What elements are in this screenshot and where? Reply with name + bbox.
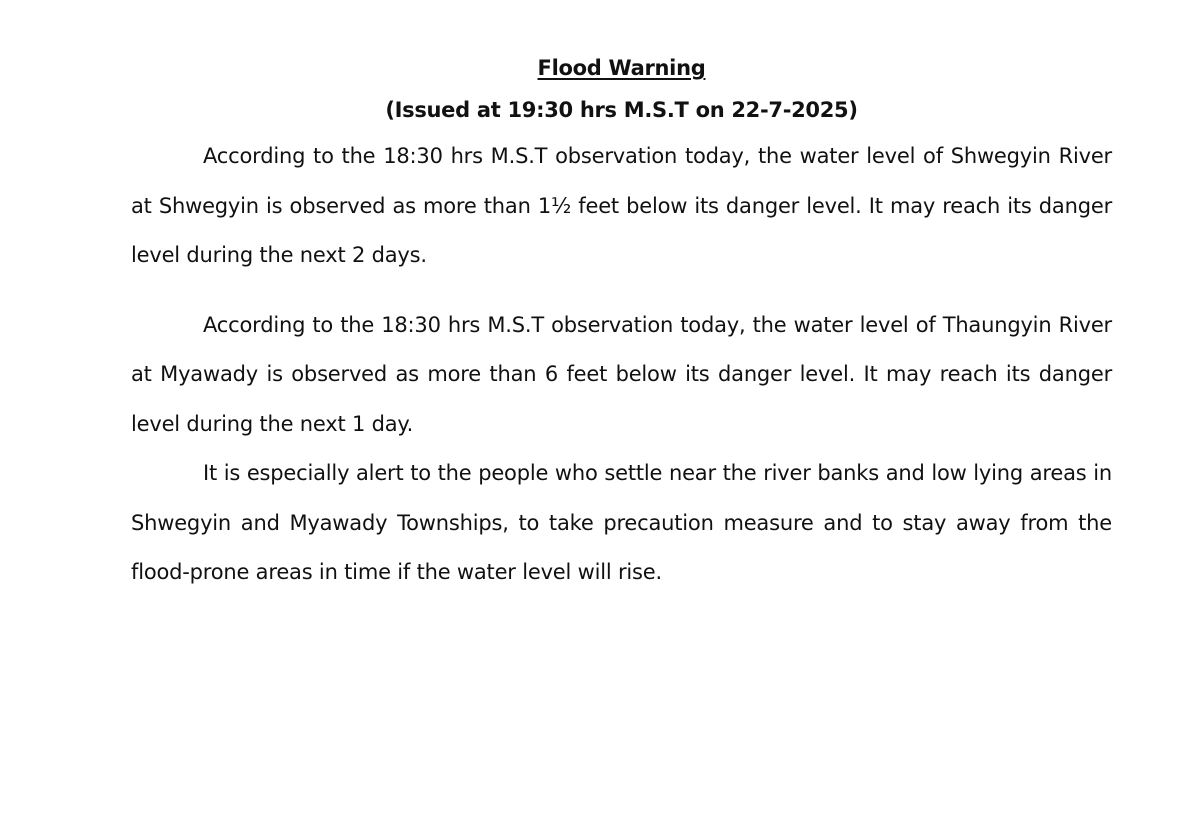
document-title-text: Flood Warning — [537, 56, 706, 80]
document-page — [131, 50, 1112, 598]
document-subtitle: (Issued at 19:30 hrs M.S.T on 22-7-2025) — [385, 98, 858, 122]
document-title — [131, 50, 1112, 86]
paragraph-alert: It is especially alert to the people who settle near the river banks and low lying areas in Shwegyin and Myawady Townships, to take precaution measure and to stay away from the flood-prone areas in time if the water level will rise. — [131, 461, 1112, 584]
paragraph-shwegyin: According to the 18:30 hrs M.S.T observation today, the water level of Shwegyin River at Shwegyin is observed as more than 1½ feet below its danger level. It may reach its danger level during the next 2 days. — [131, 144, 1112, 267]
paragraph-thaungyin: According to the 18:30 hrs M.S.T observation today, the water level of Thaungyin River at Myawady is observed as more than 6 feet below its danger level. It may reach its danger level during the next 1 day. — [131, 312, 1112, 436]
